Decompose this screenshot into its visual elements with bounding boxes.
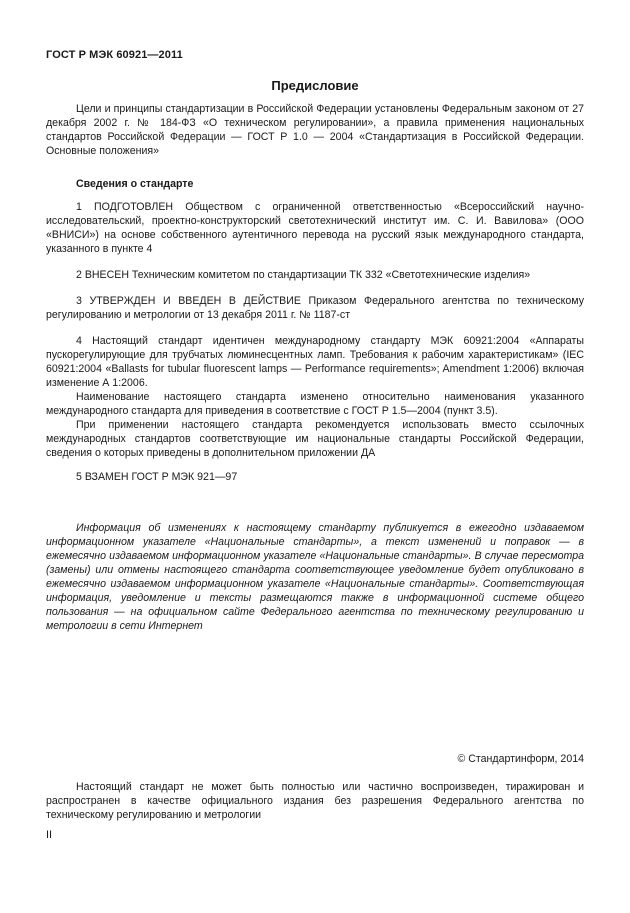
item-5 [46, 470, 584, 484]
item-3-text: 3 УТВЕРЖДЕН И ВВЕДЕН В ДЕЙСТВИЕ Приказом Федерального агентства по техническому регулированию и метрологии от 13 декабря 2011 г. № 1187-ст [46, 295, 584, 321]
page-number: II [46, 829, 53, 841]
item-4-extra-2: При применении настоящего стандарта рекомендуется использовать вместо ссылочных международных стандартов соответствующие им национальные стандарты Российской Федерации, сведения о которых приведены в дополнительном приложении ДА [46, 419, 584, 459]
notice-text: Информация об изменениях к настоящему стандарту публикуется в ежегодно издаваемом информационном указателе «Национальные стандарты», а текст изменений и поправок — в ежемесячно издаваемом информационном указателе «Национальные стандарты». В случае пересмотра (замены) или отмены настоящего стандарта соответствующее уведомление будет опубликовано в ежемесячно издаваемом информационном указателе «Национальные стандарты». Соответствующая информация, уведомление и тексты размещаются также в информационной системе общего пользования — на официальном сайте Федерального агентства по техническому регулированию и метрологии в сети Интернет [46, 522, 584, 632]
copyright-line: © Стандартинформ, 2014 [457, 753, 584, 765]
item-5-text: 5 ВЗАМЕН ГОСТ Р МЭК 921—97 [76, 471, 238, 483]
notice-paragraph [46, 521, 584, 633]
item-4-text: 4 Настоящий стандарт идентичен международному стандарту МЭК 60921:2004 «Аппараты пускорегулирующие для трубчатых люминесцентных ламп. Требования к рабочим характеристикам» (IEC 60921:2004 «Ballasts for tubular fluorescent lamps — Performance requirements»; Amendment 1:2006) включая изменение А 1:2006. [46, 335, 584, 389]
item-2-text: 2 ВНЕСЕН Техническим комитетом по стандартизации ТК 332 «Светотехнические изделия» [76, 269, 531, 281]
item-1-text: 1 ПОДГОТОВЛЕН Обществом с ограниченной ответственностью «Всероссийский научно-исследовательский, проектно-конструкторский светотехнический институт им. С. И. Вавилова» (ООО «ВНИСИ») на основе собственного аутентичного перевода на русский язык международного стандарта, указанного в пункте 4 [46, 201, 584, 255]
document-id-header: ГОСТ Р МЭК 60921—2011 [46, 49, 183, 61]
item-4-extra-1: Наименование настоящего стандарта изменено относительно наименования указанного международного стандарта для приведения в соответствие с ГОСТ Р 1.5—2004 (пункт 3.5). [46, 391, 584, 417]
item-1 [46, 200, 584, 256]
item-2 [46, 268, 584, 282]
intro-text: Цели и принципы стандартизации в Российской Федерации установлены Федеральным законом от 27 декабря 2002 г. № 184-ФЗ «О техническом регулировании», а правила применения национальных стандартов Российской Федерации — ГОСТ Р 1.0 — 2004 «Стандартизация в Российской Федерации. Основные положения» [46, 103, 584, 157]
item-4 [46, 334, 584, 460]
item-3 [46, 294, 584, 322]
intro-paragraph [46, 102, 584, 158]
reproduction-text: Настоящий стандарт не может быть полностью или частично воспроизведен, тиражирован и распространен в качестве официального издания без разрешения Федерального агентства по техническому регулированию и метрологии [46, 781, 584, 821]
reproduction-paragraph [46, 780, 584, 822]
subheading: Сведения о стандарте [76, 178, 194, 190]
page-title: Предисловие [271, 78, 359, 93]
